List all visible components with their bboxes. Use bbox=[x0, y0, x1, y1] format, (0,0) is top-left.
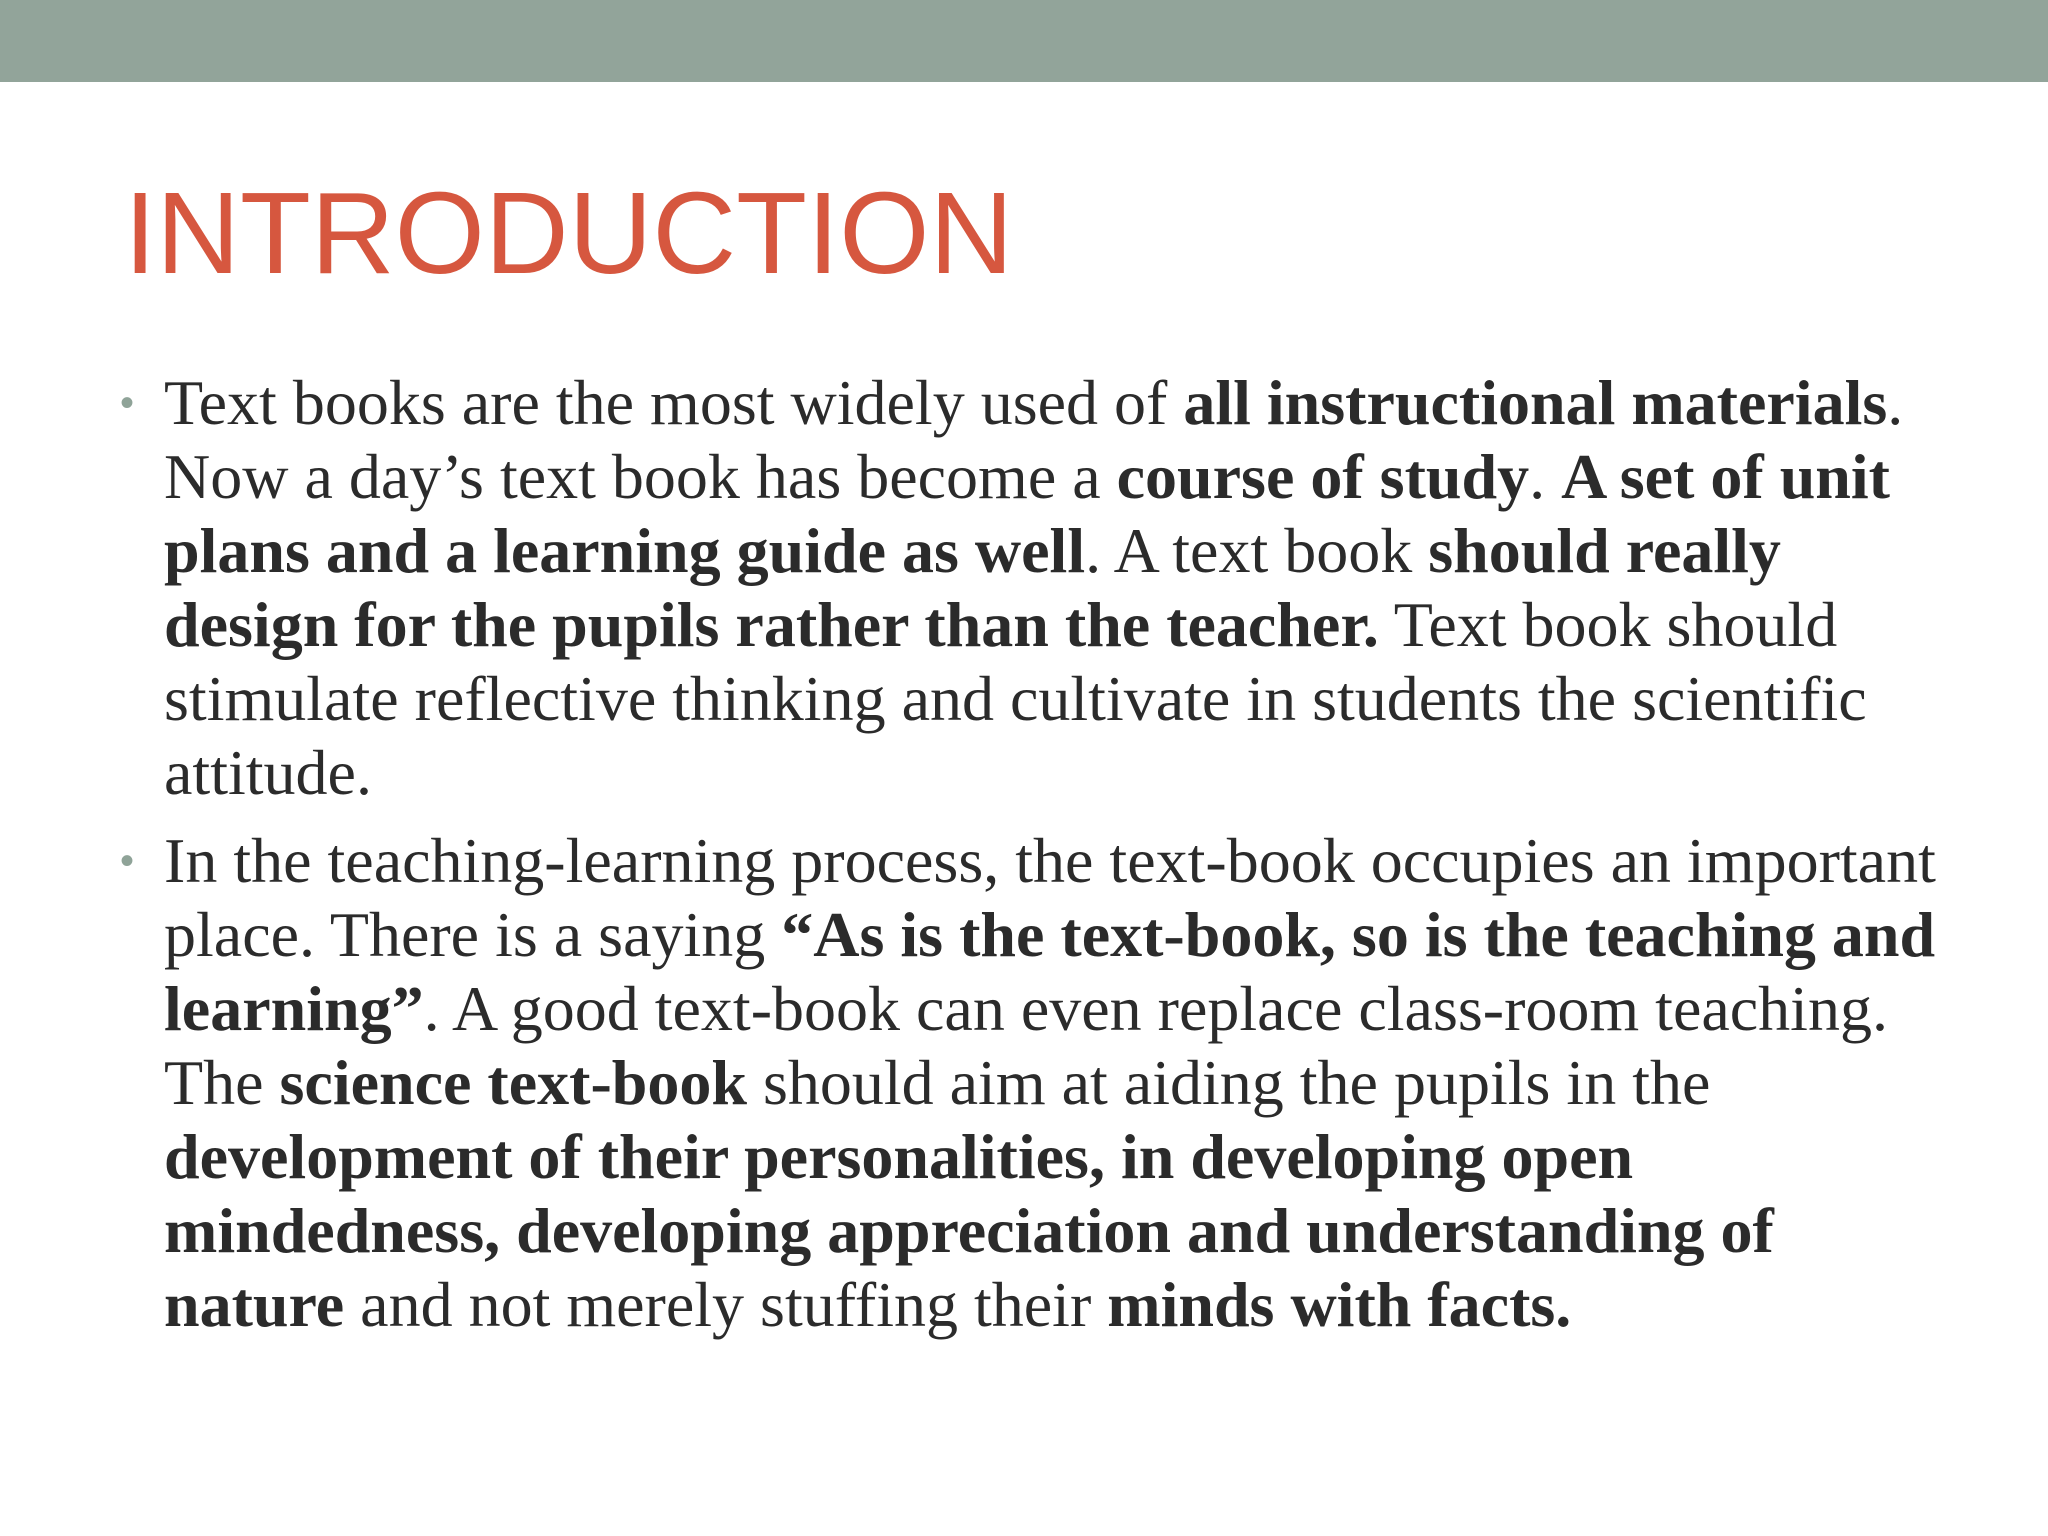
text-segment: . A text book bbox=[1085, 515, 1429, 586]
text-segment: Text books are the most widely used of bbox=[164, 367, 1184, 438]
bold-text-segment: A set of unit plans and a learning guide as well bbox=[164, 441, 1890, 586]
text-segment: In the teaching-learning process, the text-book occupies an important place. There is a saying bbox=[164, 825, 1936, 970]
bullet-list bbox=[120, 366, 1944, 1356]
bold-text-segment: development of their personalities, in developing open mindedness, developing appreciation and understanding of nature bbox=[164, 1121, 1774, 1340]
bold-text-segment: all instructional materials bbox=[1183, 367, 1888, 438]
text-segment: Text book should stimulate reflective thinking and cultivate in students the scientific attitude. bbox=[164, 589, 1867, 808]
bold-text-segment: “As is the text-book, so is the teaching and learning” bbox=[164, 899, 1936, 1044]
bold-text-segment: should really design for the pupils rather than the teacher. bbox=[164, 515, 1781, 660]
bullet-dot-icon: • bbox=[120, 839, 135, 883]
bullet-item bbox=[120, 366, 1944, 810]
text-segment: . A good text-book can even replace class-room teaching. The bbox=[164, 973, 1888, 1118]
text-segment: . bbox=[1529, 441, 1562, 512]
bold-text-segment: minds with facts. bbox=[1107, 1269, 1572, 1340]
text-segment: and not merely stuffing their bbox=[344, 1269, 1108, 1340]
bold-text-segment: course of study bbox=[1116, 441, 1530, 512]
bullet-dot-icon: • bbox=[120, 381, 135, 425]
bullet-text bbox=[164, 825, 1936, 1340]
bullet-item bbox=[120, 824, 1944, 1342]
top-accent-bar bbox=[0, 0, 2048, 82]
text-segment: should aim at aiding the pupils in the bbox=[746, 1047, 1711, 1118]
text-segment: . Now a day’s text book has become a bbox=[164, 367, 1904, 512]
slide-title: INTRODUCTION bbox=[124, 168, 1014, 298]
bullet-text bbox=[164, 367, 1903, 808]
bold-text-segment: science text-book bbox=[279, 1047, 747, 1118]
